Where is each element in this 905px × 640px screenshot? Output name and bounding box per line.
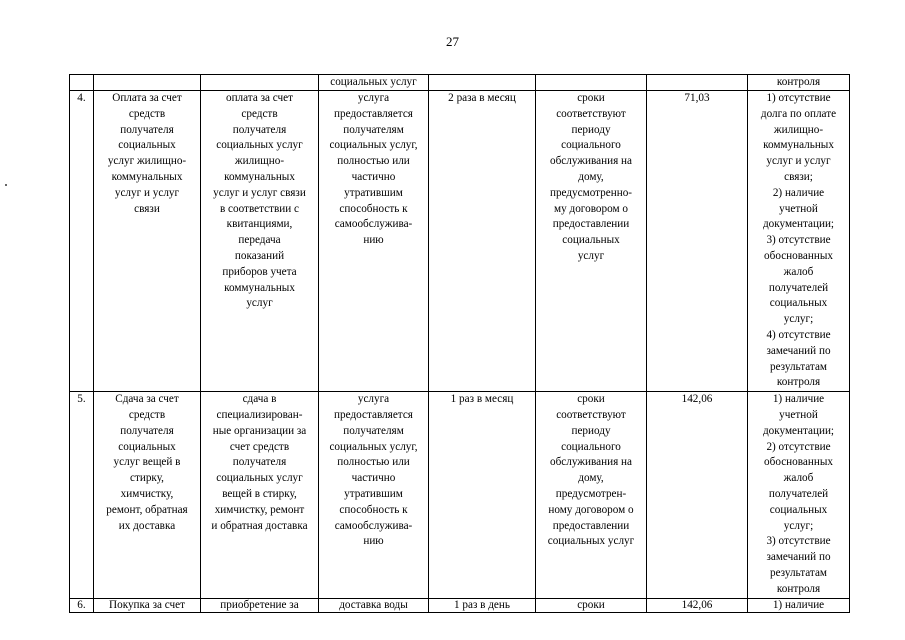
row-number-cell <box>70 75 94 91</box>
service-frequency-cell: 2 раза в месяц <box>429 91 536 392</box>
row-number-cell: 5. <box>70 392 94 598</box>
scan-speck <box>5 184 7 186</box>
service-description-cell: приобретение за <box>201 598 319 612</box>
table-row <box>70 598 850 612</box>
table-row <box>70 392 850 598</box>
row-number-cell: 4. <box>70 91 94 392</box>
service-terms-cell <box>536 75 647 91</box>
page-number: 27 <box>446 34 459 49</box>
table-row <box>70 75 850 91</box>
service-description-cell: сдача в специализирован- ные организации за счет средств получателя социальных услуг вещей в стирку, химчистку, ремонт и обратная доставка <box>201 392 319 598</box>
service-terms-cell: сроки соответствуют периоду социального обслуживания на дому, предусмотрен- ному договором о предоставлении социальных услуг <box>536 392 647 598</box>
service-name-cell <box>94 75 201 91</box>
service-terms-cell: сроки <box>536 598 647 612</box>
table-body <box>70 75 850 613</box>
service-name-cell: Сдача за счет средств получателя социальных услуг вещей в стирку, химчистку, ремонт, обратная их доставка <box>94 392 201 598</box>
quality-indicators-cell: 1) отсутствие долга по оплате жилищно- коммунальных услуг и услуг связи; 2) наличие учетной документации; 3) отсутствие обоснованных жалоб получателей социальных услуг; 4) отсутствие замечаний по результатам контроля <box>748 91 850 392</box>
service-description-cell <box>201 75 319 91</box>
service-price-cell: 142,06 <box>647 392 748 598</box>
service-conditions-cell: услуга предоставляется получателям социальных услуг, полностью или частично утратившим способность к самообслужива- нию <box>319 91 429 392</box>
service-terms-cell: сроки соответствуют периоду социального обслуживания на дому, предусмотренно- му договором о предоставлении социальных услуг <box>536 91 647 392</box>
service-frequency-cell <box>429 75 536 91</box>
service-price-cell: 71,03 <box>647 91 748 392</box>
service-frequency-cell: 1 раз в месяц <box>429 392 536 598</box>
quality-indicators-cell: 1) наличие учетной документации; 2) отсутствие обоснованных жалоб получателей социальных услуг; 3) отсутствие замечаний по результатам контроля <box>748 392 850 598</box>
service-conditions-cell: социальных услуг <box>319 75 429 91</box>
services-table <box>69 74 850 613</box>
service-price-cell <box>647 75 748 91</box>
row-number-cell: 6. <box>70 598 94 612</box>
table-row <box>70 91 850 392</box>
service-name-cell: Покупка за счет <box>94 598 201 612</box>
service-name-cell: Оплата за счет средств получателя социальных услуг жилищно- коммунальных услуг и услуг связи <box>94 91 201 392</box>
service-frequency-cell: 1 раз в день <box>429 598 536 612</box>
quality-indicators-cell: контроля <box>748 75 850 91</box>
quality-indicators-cell: 1) наличие <box>748 598 850 612</box>
service-description-cell: оплата за счет средств получателя социальных услуг жилищно- коммунальных услуг и услуг связи в соответствии с квитанциями, передача показаний приборов учета коммунальных услуг <box>201 91 319 392</box>
service-conditions-cell: доставка воды <box>319 598 429 612</box>
service-price-cell: 142,06 <box>647 598 748 612</box>
service-conditions-cell: услуга предоставляется получателям социальных услуг, полностью или частично утратившим способность к самообслужива- нию <box>319 392 429 598</box>
